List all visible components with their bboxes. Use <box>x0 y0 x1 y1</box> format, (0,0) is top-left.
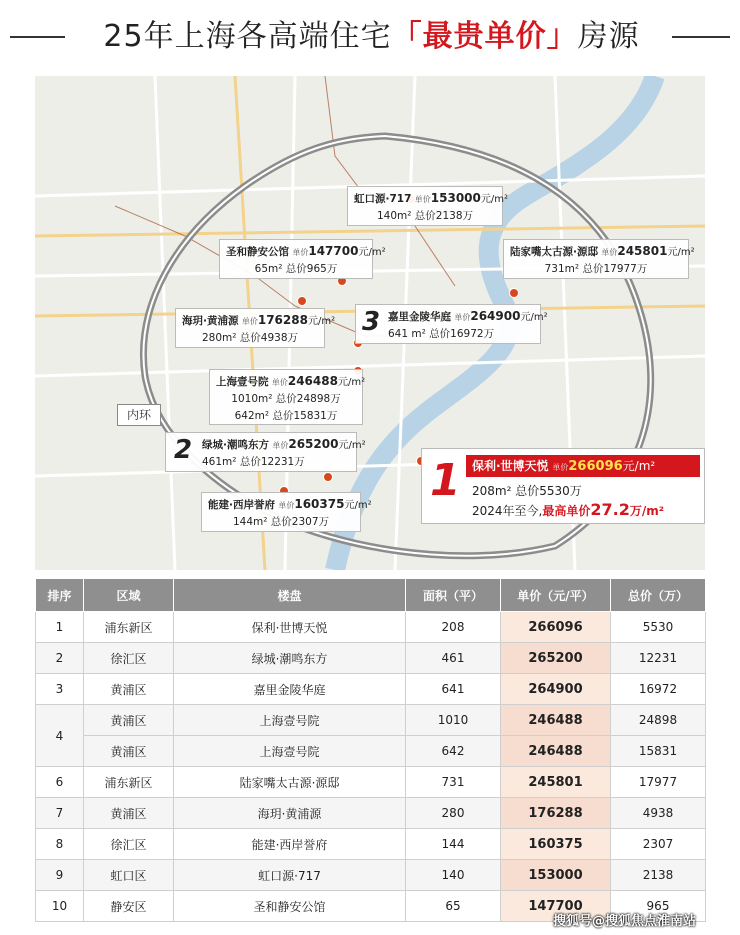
cell-rank: 10 <box>36 891 84 922</box>
marker-lvcheng <box>323 472 333 482</box>
cell-district: 黄浦区 <box>84 736 174 767</box>
card-nengjian: 能建·西岸誉府 单价160375元/m² 144m² 总价2307万 <box>201 492 361 532</box>
cell-price: 245801 <box>501 767 611 798</box>
cell-area: 731 <box>406 767 501 798</box>
cell-project: 能建·西岸誉府 <box>174 829 406 860</box>
cell-project: 上海壹号院 <box>174 736 406 767</box>
table-row <box>36 736 706 767</box>
ranking-table <box>35 578 706 922</box>
header-total: 总价（万） <box>611 579 706 612</box>
cell-district: 虹口区 <box>84 860 174 891</box>
watermark: 搜狐号@搜狐焦点淮南站 <box>553 914 697 929</box>
cell-area: 65 <box>406 891 501 922</box>
city-map <box>35 76 705 570</box>
cell-area: 208 <box>406 612 501 643</box>
top-project-header: 保利·世博天悦 单价266096元/m² <box>466 455 700 477</box>
title-main: 25年上海各高端住宅 <box>103 19 392 54</box>
table-header-row <box>36 579 706 612</box>
cell-district: 徐汇区 <box>84 829 174 860</box>
cell-district: 黄浦区 <box>84 798 174 829</box>
cell-price: 246488 <box>501 705 611 736</box>
rank-badge-1: 1 <box>430 455 461 506</box>
card-lvcheng: 2 绿城·潮鸣东方 单价265200元/m² 461m² 总价12231万 <box>165 432 357 472</box>
cell-project: 海玥·黄浦源 <box>174 798 406 829</box>
cell-price: 266096 <box>501 612 611 643</box>
cell-project: 保利·世博天悦 <box>174 612 406 643</box>
cell-rank: 3 <box>36 674 84 705</box>
card-haiyue: 海玥·黄浦源 单价176288元/m² 280m² 总价4938万 <box>175 308 325 348</box>
table-row <box>36 705 706 736</box>
cell-total: 5530 <box>611 612 706 643</box>
cell-area: 641 <box>406 674 501 705</box>
card-top-project <box>421 448 705 524</box>
cell-district: 黄浦区 <box>84 705 174 736</box>
cell-rank: 8 <box>36 829 84 860</box>
card-jiali: 3 嘉里金陵华庭 单价264900元/m² 641 m² 总价16972万 <box>355 304 541 344</box>
cell-district: 黄浦区 <box>84 674 174 705</box>
title-divider-left <box>10 36 65 38</box>
cell-total: 15831 <box>611 736 706 767</box>
card-lujiazui: 陆家嘴太古源·源邸 单价245801元/m² 731m² 总价17977万 <box>503 239 689 279</box>
header-district: 区域 <box>84 579 174 612</box>
cell-rank: 9 <box>36 860 84 891</box>
table-row <box>36 829 706 860</box>
title-tail: 房源 <box>577 19 640 54</box>
header-area: 面积（平） <box>406 579 501 612</box>
cell-total: 965 <box>611 891 706 922</box>
cell-price: 246488 <box>501 736 611 767</box>
title-row <box>0 0 740 70</box>
cell-price: 153000 <box>501 860 611 891</box>
cell-rank: 7 <box>36 798 84 829</box>
cell-rank: 1 <box>36 612 84 643</box>
cell-total: 24898 <box>611 705 706 736</box>
cell-project: 虹口源·717 <box>174 860 406 891</box>
table-row <box>36 612 706 643</box>
cell-total: 17977 <box>611 767 706 798</box>
header-project: 楼盘 <box>174 579 406 612</box>
cell-area: 280 <box>406 798 501 829</box>
title-divider-right <box>672 36 730 38</box>
page-title <box>74 14 669 60</box>
cell-price: 160375 <box>501 829 611 860</box>
cell-district: 静安区 <box>84 891 174 922</box>
table-row <box>36 860 706 891</box>
table-row <box>36 767 706 798</box>
inner-ring-label: 内环 <box>117 404 161 426</box>
cell-total: 16972 <box>611 674 706 705</box>
cell-rank: 6 <box>36 767 84 798</box>
card-jingan: 圣和静安公馆 单价147700元/m² 65m² 总价965万 <box>219 239 373 279</box>
rank-badge-3: 3 <box>362 307 381 337</box>
cell-district: 徐汇区 <box>84 643 174 674</box>
table-row <box>36 674 706 705</box>
card-hongkou: 虹口源·717 单价153000元/m² 140m² 总价2138万 <box>347 186 503 226</box>
table-row <box>36 643 706 674</box>
cell-total: 2138 <box>611 860 706 891</box>
header-price: 单价（元/平） <box>501 579 611 612</box>
cell-area: 144 <box>406 829 501 860</box>
cell-price: 147700 <box>501 891 611 922</box>
cell-rank: 4 <box>36 705 84 767</box>
cell-project: 嘉里金陵华庭 <box>174 674 406 705</box>
cell-price: 264900 <box>501 674 611 705</box>
cell-district: 浦东新区 <box>84 612 174 643</box>
cell-district: 浦东新区 <box>84 767 174 798</box>
cell-total: 2307 <box>611 829 706 860</box>
cell-area: 1010 <box>406 705 501 736</box>
top-project-area-total: 208m² 总价5530万 <box>472 484 582 498</box>
marker-haiyue <box>297 296 307 306</box>
table-row <box>36 798 706 829</box>
cell-project: 陆家嘴太古源·源邸 <box>174 767 406 798</box>
cell-area: 642 <box>406 736 501 767</box>
cell-project: 绿城·潮鸣东方 <box>174 643 406 674</box>
card-yihao: 上海壹号院 单价246488元/m² 1010m² 总价24898万 642m² 总价15831万 <box>209 369 363 425</box>
marker-lujiazui <box>509 288 519 298</box>
top-project-note: 2024年至今,最高单价27.2万/m² <box>472 500 665 519</box>
cell-price: 176288 <box>501 798 611 829</box>
cell-total: 12231 <box>611 643 706 674</box>
title-highlight: 「最贵单价」 <box>391 19 578 54</box>
cell-project: 上海壹号院 <box>174 705 406 736</box>
cell-price: 265200 <box>501 643 611 674</box>
cell-total: 4938 <box>611 798 706 829</box>
cell-area: 461 <box>406 643 501 674</box>
cell-project: 圣和静安公馆 <box>174 891 406 922</box>
header-rank: 排序 <box>36 579 84 612</box>
rank-badge-2: 2 <box>174 435 193 465</box>
cell-area: 140 <box>406 860 501 891</box>
cell-rank: 2 <box>36 643 84 674</box>
